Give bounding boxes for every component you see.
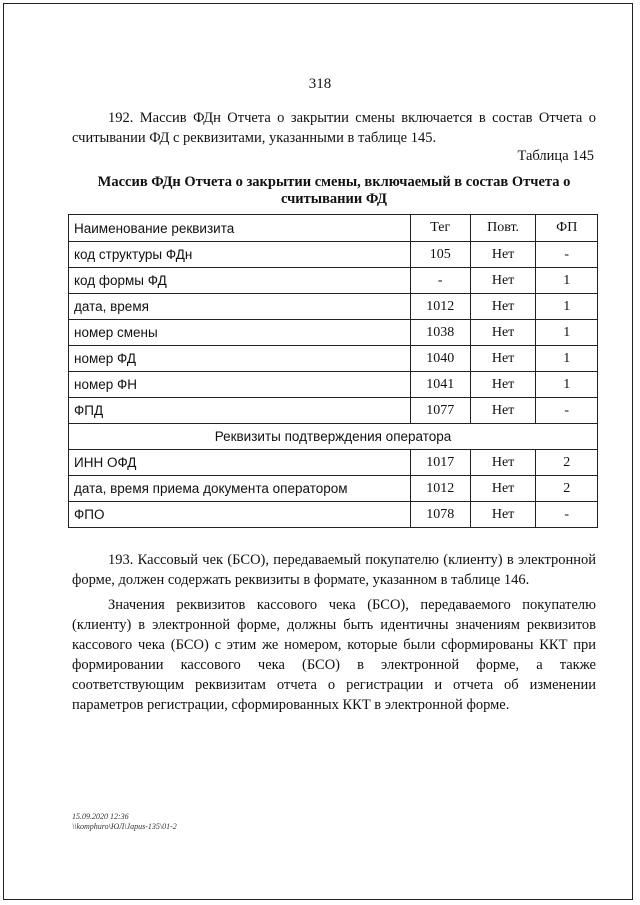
table-row [69, 450, 598, 476]
cell-repeat: Нет [470, 476, 536, 502]
table-group-row [69, 424, 598, 450]
cell-repeat: Нет [470, 242, 536, 268]
cell-tag: 1012 [410, 294, 470, 320]
footer-path: \\komphuro\ЮЛ\Japus-135\01-2 [72, 822, 177, 831]
table-row [69, 242, 598, 268]
cell-repeat: Нет [470, 294, 536, 320]
cell-tag: 1012 [410, 476, 470, 502]
cell-name: номер ФН [69, 372, 411, 398]
cell-repeat: Нет [470, 450, 536, 476]
footer-stamp [72, 812, 177, 832]
cell-fp: 1 [536, 320, 598, 346]
table-label: Таблица 145 [517, 148, 594, 164]
cell-name: номер смены [69, 320, 411, 346]
table-row [69, 476, 598, 502]
cell-name: ИНН ОФД [69, 450, 411, 476]
cell-name: ФПД [69, 398, 411, 424]
cell-tag: 1077 [410, 398, 470, 424]
table-row [69, 320, 598, 346]
cell-name: ФПО [69, 502, 411, 528]
cell-repeat: Нет [470, 346, 536, 372]
cell-tag: 1038 [410, 320, 470, 346]
cell-repeat: Нет [470, 320, 536, 346]
footer-timestamp: 15.09.2020 12:36 [72, 812, 129, 821]
cell-tag: 1040 [410, 346, 470, 372]
cell-name: код формы ФД [69, 268, 411, 294]
cell-fp: 1 [536, 294, 598, 320]
cell-fp: 2 [536, 450, 598, 476]
cell-fp: 1 [536, 268, 598, 294]
cell-tag: - [410, 268, 470, 294]
cell-tag: 1041 [410, 372, 470, 398]
table-row [69, 346, 598, 372]
page-number: 318 [308, 76, 332, 92]
table-row [69, 294, 598, 320]
table-row [69, 398, 598, 424]
cell-repeat: Нет [470, 398, 536, 424]
cell-tag: 1078 [410, 502, 470, 528]
cell-fp: 1 [536, 372, 598, 398]
header-fp: ФП [536, 215, 598, 242]
cell-name: номер ФД [69, 346, 411, 372]
header-name: Наименование реквизита [69, 215, 411, 242]
paragraph-193: 193. Кассовый чек (БСО), передаваемый покупателю (клиенту) в электронной форме, должен содержать реквизиты в формате, указанном в таблице 146. [72, 552, 596, 588]
cell-fp: - [536, 242, 598, 268]
paragraph-values: Значения реквизитов кассового чека (БСО), передаваемого покупателю (клиенту) в электронной форме, должны быть идентичны значениям реквизитов кассового чека (БСО) с этим же номером, которые были сформированы ККТ при формировании кассового чека (БСО) в электронной форме, а также соответствующим реквизитам отчета о регистрации и отчета об изменении параметров регистрации, сформированных ККТ в электронной форме. [72, 597, 596, 713]
table-row [69, 268, 598, 294]
cell-tag: 1017 [410, 450, 470, 476]
header-repeat: Повт. [470, 215, 536, 242]
cell-fp: - [536, 398, 598, 424]
table-header-row [69, 215, 598, 242]
cell-fp: 1 [536, 346, 598, 372]
paragraph-192: 192. Массив ФДн Отчета о закрытии смены включается в состав Отчета о считывании ФД с реквизитами, указанными в таблице 145. [72, 110, 596, 146]
cell-name: код структуры ФДн [69, 242, 411, 268]
requisites-table [68, 214, 598, 528]
cell-repeat: Нет [470, 268, 536, 294]
table-row [69, 372, 598, 398]
table-title: Массив ФДн Отчета о закрытии смены, включаемый в состав Отчета о считывании ФД [97, 174, 571, 207]
cell-fp: 2 [536, 476, 598, 502]
cell-name: дата, время приема документа оператором [69, 476, 411, 502]
cell-tag: 105 [410, 242, 470, 268]
cell-repeat: Нет [470, 502, 536, 528]
cell-name: дата, время [69, 294, 411, 320]
cell-repeat: Нет [470, 372, 536, 398]
group-label: Реквизиты подтверждения оператора [69, 424, 598, 450]
table-row [69, 502, 598, 528]
header-tag: Тег [410, 215, 470, 242]
cell-fp: - [536, 502, 598, 528]
